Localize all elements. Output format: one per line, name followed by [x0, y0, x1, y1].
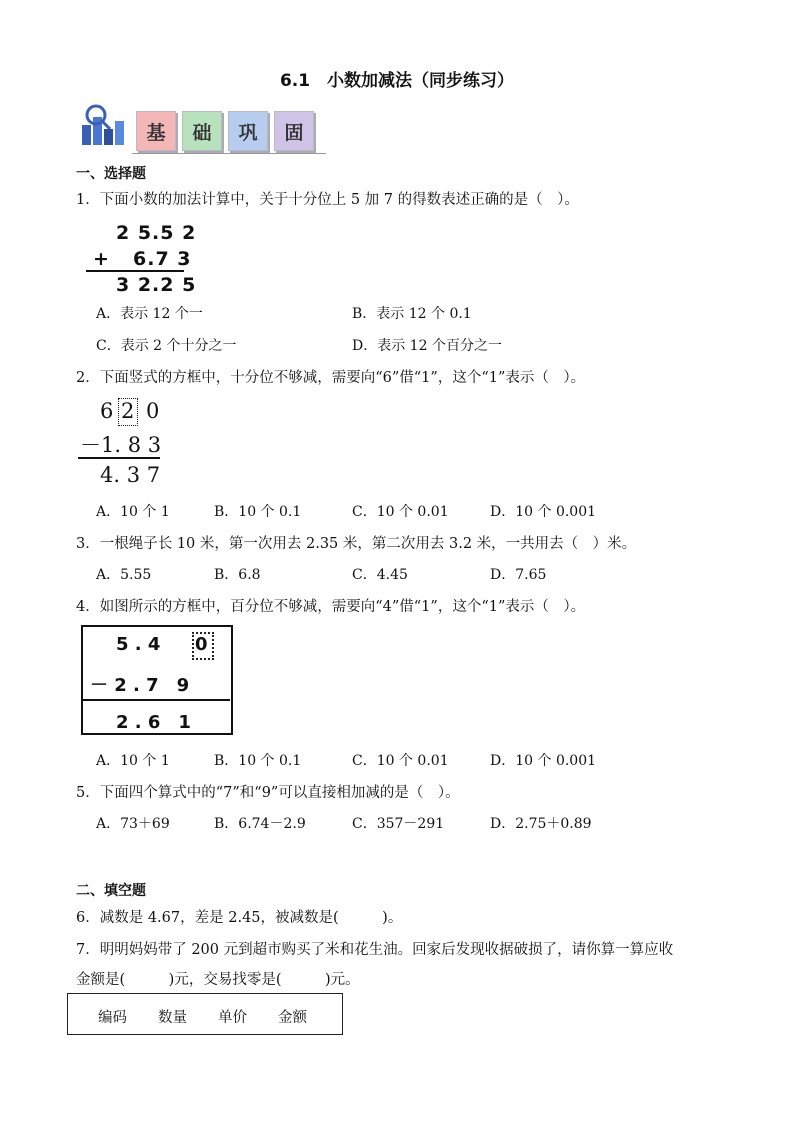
q2-subtrahend: －1. 8 3 — [80, 433, 162, 457]
receipt-header-quantity: 数量 — [158, 1010, 187, 1026]
section-heading-fill: 二、填空题 — [76, 883, 146, 899]
banner-tile-1: 基 — [136, 111, 176, 151]
q3-option-a[interactable]: A．5.55 — [96, 567, 152, 583]
q3-option-b[interactable]: B．6.8 — [214, 567, 261, 583]
q1-addend-2: 6.7 3 — [133, 248, 192, 270]
question-1-stem: 1．下面小数的加法计算中，关于十分位上 5 加 7 的得数表述正确的是（ ）。 — [76, 192, 579, 208]
q2-digit-2: 2 — [121, 399, 135, 423]
q1-sum-line — [86, 270, 184, 272]
q1-option-d[interactable]: D．表示 12 个百分之一 — [352, 338, 502, 354]
section-banner — [76, 103, 326, 149]
q4-difference: 2 . 6 1 — [116, 712, 191, 733]
magnifier-chart-icon — [76, 103, 128, 149]
q1-option-a[interactable]: A．表示 12 个一 — [96, 306, 203, 322]
banner-tile-3: 巩 — [228, 111, 268, 151]
q1-sum: 3 2.2 5 — [116, 274, 197, 296]
receipt-header-code: 编码 — [98, 1010, 127, 1026]
q2-difference: 4. 3 7 — [100, 463, 161, 487]
question-7-stem-line-2: 金额是( )元，交易找零是( )元。 — [76, 972, 360, 988]
page-title: 6.1 小数加减法（同步练习） — [279, 71, 515, 91]
q2-option-a[interactable]: A．10 个 1 — [96, 504, 170, 520]
q4-option-a[interactable]: A．10 个 1 — [96, 753, 170, 769]
banner-underline — [132, 153, 326, 154]
receipt-table — [67, 993, 343, 1035]
receipt-header-amount: 金额 — [278, 1010, 307, 1026]
question-3-stem: 3．一根绳子长 10 米，第一次用去 2.35 米，第二次用去 3.2 米，一共用去（ ）米。 — [76, 536, 637, 552]
question-6-stem: 6．减数是 4.67，差是 2.45，被减数是( )。 — [76, 910, 403, 926]
q2-digit-6: 6 — [100, 399, 114, 423]
question-7-stem-line-1: 7．明明妈妈带了 200 元到超市购买了米和花生油。回家后发现收据破损了，请你算一算应收 — [76, 942, 674, 958]
q1-plus-sign: + — [93, 248, 109, 270]
q5-option-c[interactable]: C．357－291 — [352, 816, 445, 832]
q4-option-b[interactable]: B．10 个 0.1 — [214, 753, 302, 769]
q1-option-b[interactable]: B．表示 12 个 0.1 — [352, 306, 472, 322]
q5-option-a[interactable]: A．73＋69 — [96, 816, 170, 832]
q2-option-d[interactable]: D．10 个 0.001 — [490, 504, 597, 520]
q2-digit-0: 0 — [146, 399, 160, 423]
q4-difference-line — [82, 699, 230, 701]
q2-option-c[interactable]: C．10 个 0.01 — [352, 504, 449, 520]
q1-addend-1: 2 5.5 2 — [116, 222, 197, 244]
q4-minuend: 5 . 4 — [116, 634, 161, 655]
q4-option-d[interactable]: D．10 个 0.001 — [490, 753, 597, 769]
q3-option-c[interactable]: C．4.45 — [352, 567, 408, 583]
question-2-stem: 2．下面竖式的方框中，十分位不够减，需要向“6”借“1”，这个“1”表示（ ）。 — [76, 370, 586, 386]
q2-option-b[interactable]: B．10 个 0.1 — [214, 504, 302, 520]
q2-difference-line — [78, 457, 160, 459]
receipt-header-unit-price: 单价 — [218, 1010, 247, 1026]
section-heading-choice: 一、选择题 — [76, 166, 146, 182]
question-4-stem: 4．如图所示的方框中，百分位不够减，需要向“4”借“1”，这个“1”表示（ ）。 — [76, 599, 586, 615]
q4-subtrahend: － 2 . 7 9 — [90, 675, 190, 696]
q1-option-c[interactable]: C．表示 2 个十分之一 — [96, 338, 237, 354]
banner-tile-2: 础 — [182, 111, 222, 151]
q4-option-c[interactable]: C．10 个 0.01 — [352, 753, 449, 769]
q5-option-b[interactable]: B．6.74－2.9 — [214, 816, 306, 832]
question-5-stem: 5．下面四个算式中的“7”和“9”可以直接相加减的是（ ）。 — [76, 785, 460, 801]
q4-boxed-digit: 0 — [195, 634, 208, 655]
banner-tile-4: 固 — [274, 111, 314, 151]
q5-option-d[interactable]: D．2.75＋0.89 — [490, 816, 592, 832]
q3-option-d[interactable]: D．7.65 — [490, 567, 547, 583]
